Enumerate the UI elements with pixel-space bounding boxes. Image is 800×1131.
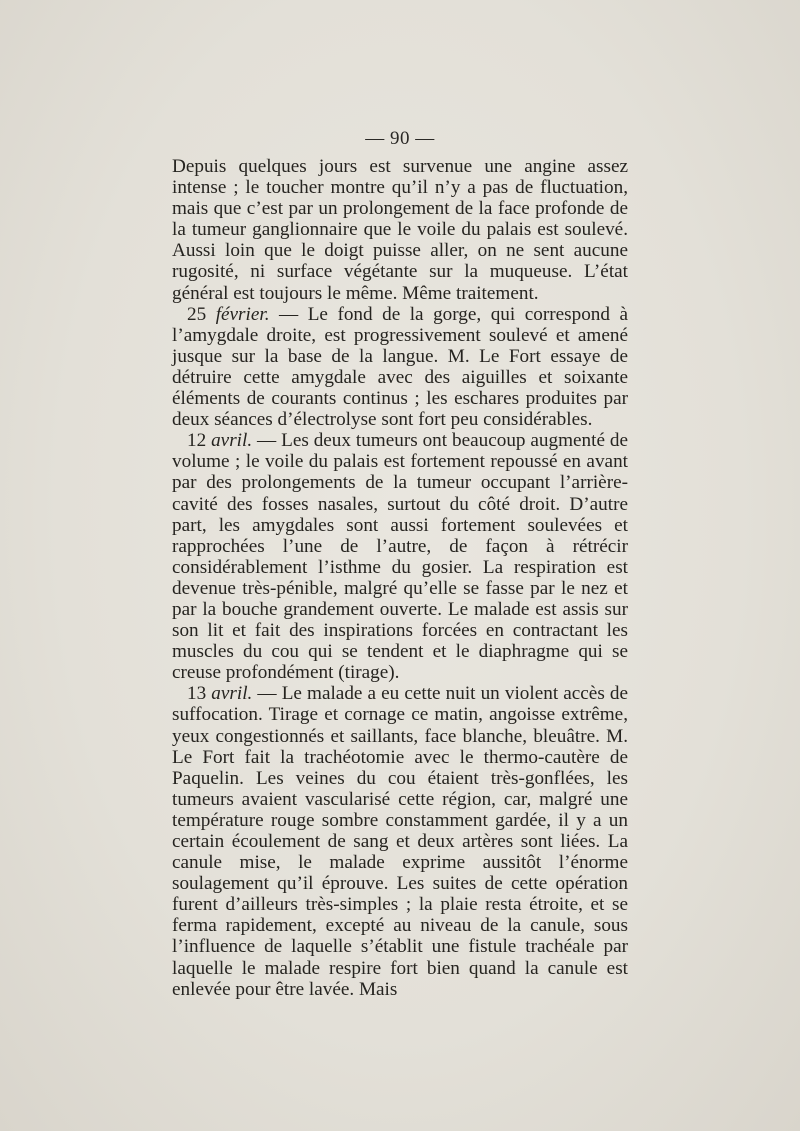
entry-day: 25 [187,303,207,325]
paragraph-text: Depuis quelques jours est survenue une angine assez intense ; le toucher montre qu’il n’y a pas de fluctuation, mais que c’est par un prolongement de la face profonde de la tumeur ganglionnaire que le voile du palais est soulevé. Aussi loin que le doigt puisse aller, on ne sent aucune rugosité, ni surface végétante sur la muqueuse. L’état général est toujours le même. Même traitement. [172,156,628,304]
entry-month: février. [215,303,270,325]
entry-month: avril. [211,430,253,452]
paragraph-1 [172,156,628,304]
body-text [172,156,628,1000]
entry-day: 13 [187,683,207,705]
entry-month: avril. [211,683,253,705]
paragraph-text: — Les deux tumeurs ont beaucoup augmenté de volume ; le voile du palais est fortement repoussé en avant par des prolongements de la tumeur occupant l’arrière-cavité des fosses nasales, surtout du côté droit. D’autre part, les amygdales sont aussi fortement soulevées et rapprochées l’une de l’autre, de façon à rétrécir considérablement l’isthme du gosier. La respiration est devenue très-pénible, malgré qu’elle se fasse par le nez et par la bouche grandement ouverte. Le malade est assis sur son lit et fait des inspirations forcées en contractant les muscles du cou qui se tendent et le diaphragme qui se creuse profondément (tirage). [172,430,628,684]
paragraph-3 [172,430,628,683]
entry-day: 12 [187,430,207,452]
page-number: — 90 — [365,128,435,149]
paragraph-4 [172,683,628,999]
paragraph-text: — Le malade a eu cette nuit un violent accès de suffocation. Tirage et cornage ce matin, angoisse extrême, yeux congestionnés et saillants, face blanche, bleuâtre. M. Le Fort fait la trachéotomie avec le thermo-cautère de Paquelin. Les veines du cou étaient très-gonflées, les tumeurs avaient vascularisé cette région, car, malgré une température rouge sombre constamment gardée, il y a un certain écoulement de sang et deux artères sont liées. La canule mise, le malade exprime aussitôt l’énorme soulagement qu’il éprouve. Les suites de cette opération furent d’ailleurs très-simples ; la plaie resta étroite, et se ferma rapidement, excepté au niveau de la canule, sous l’influence de laquelle s’établit une fistule trachéale par laquelle le malade respire fort bien quand la canule est enlevée pour être lavée. Mais [172,683,628,1000]
paragraph-2 [172,304,628,431]
paragraph-text: — Le fond de la gorge, qui correspond à l’amygdale droite, est progressivement soulevé et amené jusque sur la base de la langue. M. Le Fort essaye de détruire cette amygdale avec des aiguilles et soixante éléments de courants continus ; les eschares produites par deux séances d’électrolyse sont fort peu considérables. [172,303,628,431]
